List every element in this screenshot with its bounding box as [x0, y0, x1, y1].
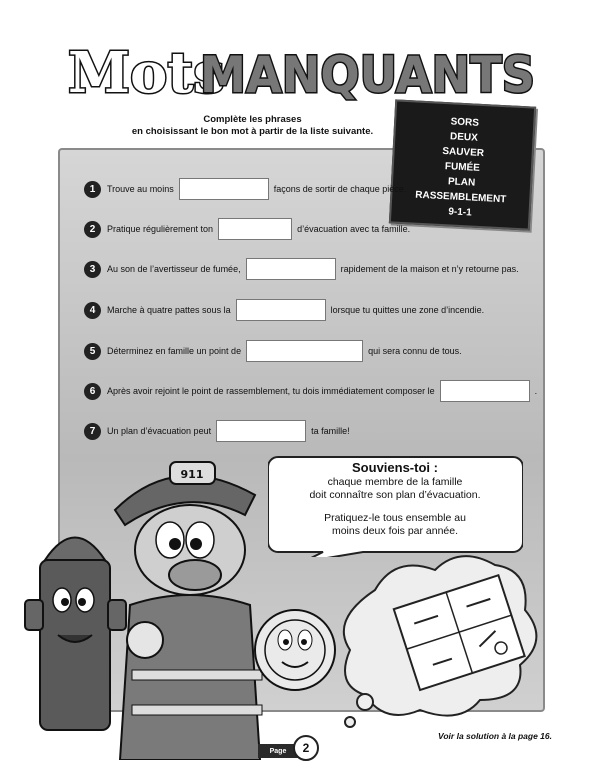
bubble-line-3: Pratiquez-le tous ensemble au: [324, 512, 466, 524]
title-part-2: MANQUANTS: [200, 46, 535, 104]
bubble-line-1: chaque membre de la famille: [327, 476, 463, 488]
page-title: [60, 28, 540, 113]
question-number: 5: [84, 343, 101, 360]
question-number: 6: [84, 383, 101, 400]
word-list-item: SORS: [450, 116, 480, 129]
question-7: [84, 420, 350, 442]
answer-blank-7[interactable]: [216, 420, 306, 442]
question-text-before: Au son de l’avertisseur de fumée,: [107, 264, 241, 274]
question-text-after: .: [534, 386, 538, 396]
title-part-1: Mots: [68, 40, 225, 106]
question-text-before: Un plan d’évacuation peut: [107, 426, 212, 436]
question-5: [84, 340, 462, 362]
smoke-alarm-character: [255, 610, 335, 690]
question-4: [84, 299, 484, 321]
page-label: Page: [258, 744, 298, 758]
instructions-line-1: Complète les phrases: [203, 114, 302, 125]
question-text-after: ta famille!: [311, 426, 350, 436]
word-list-item: FUMÉE: [444, 161, 481, 174]
question-number: 4: [84, 302, 101, 319]
question-text-before: Après avoir rejoint le point de rassemblement, tu dois immédiatement composer le: [107, 386, 435, 396]
helmet-badge-text: 911: [180, 468, 204, 481]
answer-blank-5[interactable]: [246, 340, 363, 362]
thought-cloud: [344, 556, 537, 727]
word-list-item: DEUX: [449, 131, 479, 144]
answer-blank-1[interactable]: [179, 178, 269, 200]
question-number: 1: [84, 181, 101, 198]
speech-bubble-text: [280, 460, 510, 538]
instructions: [105, 114, 400, 138]
word-list-item: SAUVER: [442, 145, 485, 160]
question-text-after: lorsque tu quittes une zone d’incendie.: [330, 305, 485, 315]
bubble-line-2: doit connaître son plan d’évacuation.: [309, 489, 481, 501]
question-text-before: Déterminez en famille un point de: [107, 346, 242, 356]
solution-note: Voir la solution à la page 16.: [438, 731, 552, 741]
question-text-before: Pratique régulièrement ton: [107, 224, 214, 234]
question-number: 7: [84, 423, 101, 440]
question-2: [84, 218, 410, 240]
question-text-before: Marche à quatre pattes sous la: [107, 305, 231, 315]
answer-blank-2[interactable]: [218, 218, 292, 240]
question-6: [84, 380, 537, 402]
question-3: [84, 258, 519, 280]
word-list-item: RASSEMBLEMENT: [415, 189, 507, 206]
firefighter-character: [115, 462, 262, 760]
page-number: 2: [293, 735, 319, 761]
question-1: [84, 178, 406, 200]
question-number: 3: [84, 261, 101, 278]
answer-blank-3[interactable]: [246, 258, 336, 280]
bubble-line-4: moins deux fois par année.: [331, 525, 459, 537]
question-text-before: Trouve au moins: [107, 184, 174, 194]
question-text-after: d’évacuation avec ta famille.: [297, 224, 411, 234]
word-list-item: 9-1-1: [448, 206, 472, 219]
word-list-item: PLAN: [447, 176, 476, 189]
question-text-after: rapidement de la maison et n’y retourne pas.: [340, 264, 519, 274]
answer-blank-6[interactable]: [440, 380, 530, 402]
word-list-box: [389, 99, 536, 230]
answer-blank-4[interactable]: [236, 299, 326, 321]
question-text-after: qui sera connu de tous.: [368, 346, 462, 356]
bubble-title: Souviens-toi :: [352, 460, 438, 475]
question-text-after: façons de sortir de chaque pièce.: [273, 184, 407, 194]
instructions-line-2: en choisissant le bon mot à partir de la liste suivante.: [131, 126, 374, 137]
fire-hydrant-character: [25, 538, 126, 731]
question-number: 2: [84, 221, 101, 238]
